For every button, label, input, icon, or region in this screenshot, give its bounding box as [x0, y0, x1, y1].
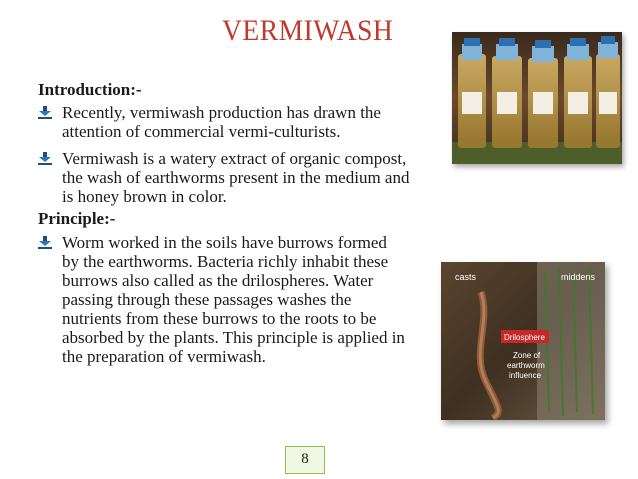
- principle-heading: Principle:-: [38, 209, 116, 228]
- bullet-item: [38, 103, 433, 141]
- bullet-text: Worm worked in the soils have burrows formed by the earthworms. Bacteria richly inhabit these burrows also called as the drilospheres. Water passing through these passages washes the nutrients from these burrows to the roots to be absorbed by the plants. This principle is applied in the preparation of vermiwash.: [62, 233, 405, 366]
- slide-title: VERMIWASH: [222, 14, 394, 47]
- zone-label-line1: Zone of: [513, 351, 541, 360]
- bullet-text: Vermiwash is a watery extract of organic compost, the wash of earthworms present in the medium and is honey brown in color.: [62, 149, 410, 206]
- casts-label: casts: [455, 272, 477, 282]
- arrow-down-bullet-icon: [38, 106, 52, 119]
- middens-label: middens: [561, 272, 596, 282]
- vermiwash-bottles-photo: [452, 32, 622, 164]
- zone-label-line2: earthworm: [507, 361, 545, 370]
- arrow-down-bullet-icon: [38, 236, 52, 249]
- arrow-down-bullet-icon: [38, 152, 52, 165]
- drilosphere-soil-photo: [441, 262, 605, 420]
- bullet-text: Recently, vermiwash production has drawn the attention of commercial vermi-culturists.: [62, 103, 381, 141]
- introduction-heading: Introduction:-: [38, 80, 142, 99]
- page-number: 8: [285, 446, 325, 474]
- zone-label-line3: influence: [509, 371, 542, 380]
- bullet-item: [38, 233, 433, 366]
- bullet-item: [38, 149, 433, 206]
- drilosphere-label: Drilosphere: [504, 333, 545, 342]
